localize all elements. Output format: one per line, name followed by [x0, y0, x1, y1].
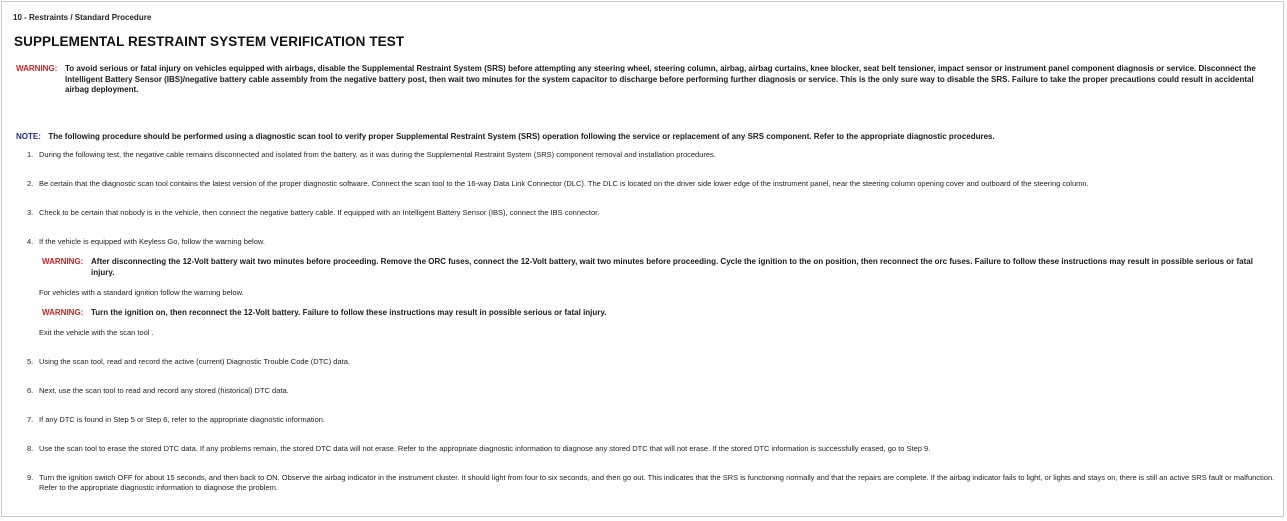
warning-label: WARNING: — [42, 257, 84, 266]
note-text: The following procedure should be performed using a diagnostic scan tool to verify proper Supplemental Restraint System (SRS) operation following the service or replacement of any SRS component. Refer to the appropriate diagnostic procedures. — [48, 132, 995, 141]
step-1 — [27, 150, 1279, 160]
step-number: 2. — [27, 179, 34, 188]
step-8 — [27, 444, 1279, 454]
page-title: SUPPLEMENTAL RESTRAINT SYSTEM VERIFICATION TEST — [14, 34, 405, 49]
step-2 — [27, 179, 1279, 189]
step-text: If the vehicle is equipped with Keyless Go, follow the warning below. — [39, 237, 265, 246]
step-9 — [27, 473, 1279, 493]
step-number: 5. — [27, 357, 34, 366]
warning-text: To avoid serious or fatal injury on vehicles equipped with airbags, disable the Supplemental Restraint System (SRS) before attempting any steering wheel, steering column, airbag, airbag curtains, knee blocker, seat belt tensioner, impact sensor or instrument panel component diagnosis or service. Disconnect the Intelligent Battery Sensor (IBS)/negative battery cable assembly from the negative battery post, then wait two minutes for the system capacitor to discharge before performing further diagnosis or service. This is the only sure way to disable the SRS. Failure to take the proper precautions could result in accidental airbag deployment. — [65, 64, 1256, 94]
standard-ignition-text: For vehicles with a standard ignition follow the warning below. — [39, 288, 244, 297]
step-text: Turn the ignition switch OFF for about 15 seconds, and then back to ON. Observe the airbag indicator in the instrument cluster. It should light from four to six seconds, and then go out. This indicates that the SRS is functioning normally and that the repairs are complete. If the airbag indicator fails to light, or lights and stays on, there is still an active SRS fault or malfunction. Refer to the appropriate diagnostic information to diagnose the problem. — [39, 473, 1275, 492]
step-number: 8. — [27, 444, 34, 453]
warning-label: WARNING: — [42, 308, 84, 317]
step-3 — [27, 208, 1279, 218]
keyless-go-warning — [42, 257, 1257, 278]
document-page — [1, 1, 1284, 517]
step-text: If any DTC is found in Step 5 or Step 6, refer to the appropriate diagnostic information. — [39, 415, 325, 424]
step-text: Next, use the scan tool to read and record any stored (historical) DTC data. — [39, 386, 289, 395]
step-number: 4. — [27, 237, 34, 246]
step-number: 7. — [27, 415, 34, 424]
step-number: 1. — [27, 150, 34, 159]
step-text: During the following test, the negative cable remains disconnected and isolated from the battery, as it was during the Supplemental Restraint System (SRS) component removal and installation procedures. — [39, 150, 716, 159]
note-label: NOTE: — [16, 132, 41, 141]
step-6 — [27, 386, 1279, 396]
step-text: Check to be certain that nobody is in the vehicle, then connect the negative battery cable. If equipped with an Intelligent Battery Sensor (IBS), connect the IBS connector. — [39, 208, 600, 217]
exit-vehicle-text: Exit the vehicle with the scan tool . — [39, 328, 154, 337]
step-text: Use the scan tool to erase the stored DTC data. If any problems remain, the stored DTC data will not erase. Refer to the appropriate diagnostic information to diagnose any stored DTC that will not erase. If the stored DTC information is successfully erased, go to Step 9. — [39, 444, 931, 453]
step-number: 9. — [27, 473, 34, 482]
warning-label: WARNING: — [16, 64, 58, 73]
warning-text: After disconnecting the 12-Volt battery wait two minutes before proceeding. Remove the ORC fuses, connect the 12-Volt battery, wait two minutes before proceeding. Cycle the ignition to the on position, then reconnect the orc fuses. Failure to follow these instructions may result in possible serious or fatal injury. — [91, 257, 1253, 277]
step-5 — [27, 357, 1279, 367]
warning-text: Turn the ignition on, then reconnect the 12-Volt battery. Failure to follow these instructions may result in possible serious or fatal injury. — [91, 308, 607, 317]
step-number: 3. — [27, 208, 34, 217]
note — [16, 126, 1278, 144]
step-7 — [27, 415, 1279, 425]
step-text: Using the scan tool, read and record the active (current) Diagnostic Trouble Code (DTC) data. — [39, 357, 350, 366]
step-4 — [27, 237, 1279, 247]
standard-ignition-warning — [42, 308, 1257, 319]
breadcrumb: 10 - Restraints / Standard Procedure — [13, 13, 152, 22]
main-warning — [16, 64, 1278, 96]
step-text: Be certain that the diagnostic scan tool contains the latest version of the proper diagnostic software. Connect the scan tool to the 16-way Data Link Connector (DLC). The DLC is located on the driver side lower edge of the instrument panel, near the steering column opening cover and outboard of the steering column. — [39, 179, 1089, 188]
step-number: 6. — [27, 386, 34, 395]
